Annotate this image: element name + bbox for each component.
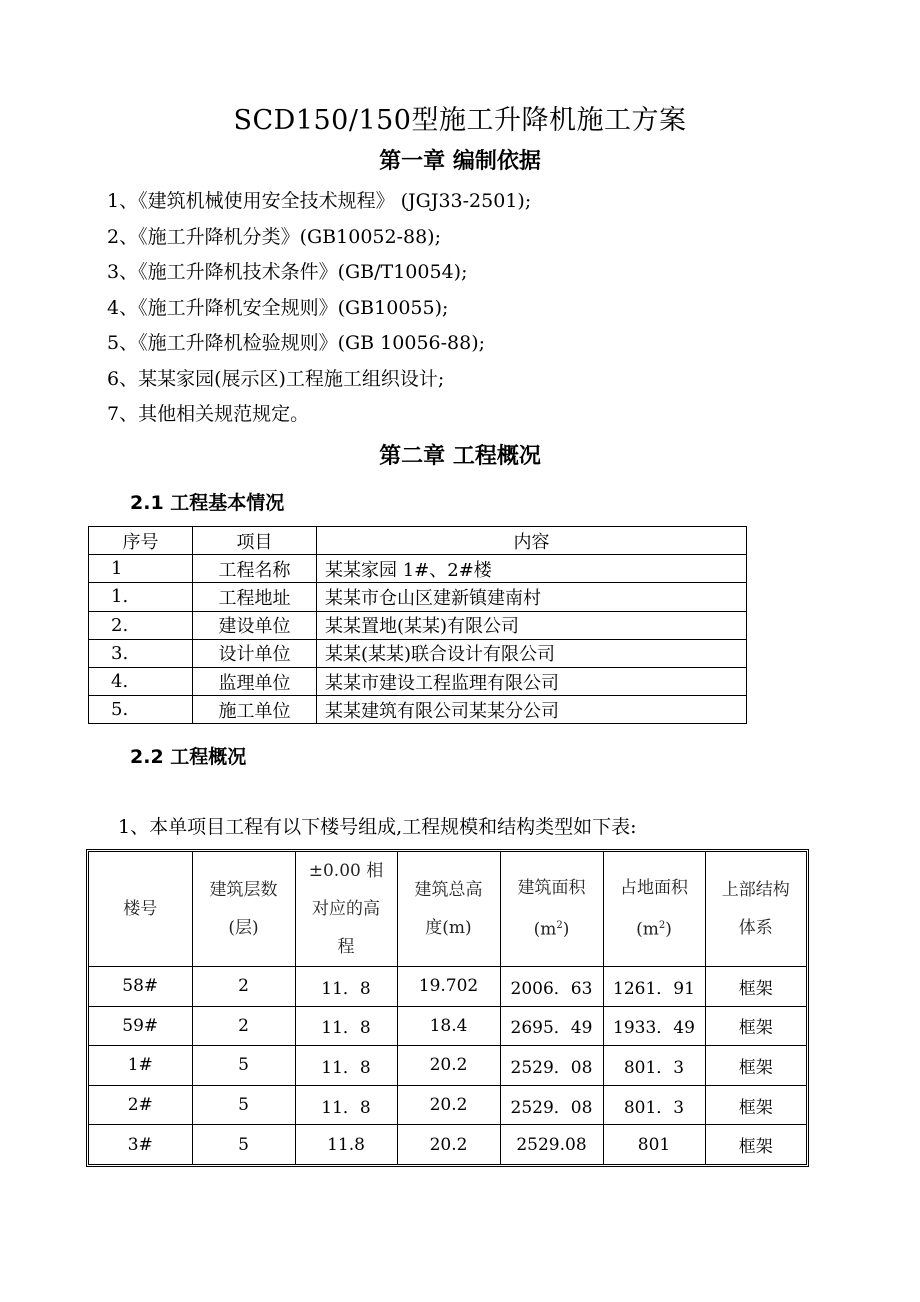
header-elevation: ±0.00 相 对应的高 程	[295, 852, 397, 967]
header-cell-item: 项目	[193, 527, 317, 555]
table-row	[89, 583, 747, 611]
table-row	[89, 1046, 806, 1086]
cell-elevation: 11．8	[295, 1046, 397, 1086]
cell-content: 某某置地(某某)有限公司	[317, 611, 747, 639]
cell-item: 施工单位	[193, 696, 317, 724]
cell-structure: 框架	[705, 1125, 806, 1164]
cell-building-no: 3#	[89, 1125, 192, 1164]
document-title: SCD150/150型施工升降机施工方案	[233, 105, 687, 136]
table-row	[89, 1006, 806, 1046]
cell-content: 某某(某某)联合设计有限公司	[317, 639, 747, 667]
table-header-row	[89, 527, 747, 555]
reference-item: 3、《施工升降机技术条件》(GB/T10054);	[107, 261, 468, 283]
cell-floor-area: 2529．08	[500, 1085, 603, 1125]
chapter-1-heading: 第一章 编制依据	[379, 149, 541, 174]
cell-elevation: 11．8	[295, 967, 397, 1007]
cell-item: 建设单位	[193, 611, 317, 639]
cell-building-no: 59#	[89, 1006, 192, 1046]
project-info-table	[88, 526, 747, 724]
header-building-no: 楼号	[89, 852, 192, 967]
cell-floor-area: 2529．08	[500, 1046, 603, 1086]
reference-item: 6、某某家园(展示区)工程施工组织设计;	[107, 367, 445, 390]
cell-item: 工程名称	[193, 555, 317, 583]
cell-floor-area: 2695．49	[500, 1006, 603, 1046]
cell-index: 1.	[89, 583, 193, 611]
table-row	[89, 967, 806, 1007]
reference-item: 2、《施工升降机分类》(GB10052-88);	[107, 225, 441, 248]
cell-building-no: 2#	[89, 1085, 192, 1125]
table-row	[89, 696, 747, 724]
cell-structure: 框架	[705, 967, 806, 1007]
table-row	[89, 611, 747, 639]
header-land-area: 占地面积 $(m^2)$	[603, 852, 705, 967]
cell-elevation: 11.8	[295, 1125, 397, 1164]
header-cell-content: 内容	[317, 527, 747, 555]
cell-total-height: 20.2	[397, 1125, 500, 1164]
header-total-height: 建筑总高 度(m)	[397, 852, 500, 967]
section-2-1-heading: 2.1 工程基本情况	[130, 492, 285, 514]
cell-index: 5.	[89, 696, 193, 724]
reference-item: 1、《建筑机械使用安全技术规程》 (JGJ33-2501);	[107, 190, 532, 212]
header-cell-index: 序号	[89, 527, 193, 555]
table-header-row	[89, 852, 806, 967]
cell-content: 某某建筑有限公司某某分公司	[317, 696, 747, 724]
header-floors: 建筑层数 (层)	[192, 852, 295, 967]
cell-content: 某某市建设工程监理有限公司	[317, 667, 747, 695]
cell-building-no: 58#	[89, 967, 192, 1007]
cell-land-area: 801	[603, 1125, 705, 1164]
table-row	[89, 667, 747, 695]
cell-land-area: 801．3	[603, 1046, 705, 1086]
cell-building-no: 1#	[89, 1046, 192, 1086]
cell-land-area: 1933．49	[603, 1006, 705, 1046]
cell-floors: 2	[192, 967, 295, 1007]
cell-content: 某某家园 1#、2#楼	[317, 555, 747, 583]
cell-item: 设计单位	[193, 639, 317, 667]
cell-index: 4.	[89, 667, 193, 695]
reference-item: 4、《施工升降机安全规则》(GB10055);	[107, 296, 449, 319]
header-floor-area: 建筑面积 $(m^2)$	[500, 852, 603, 967]
cell-land-area: 1261．91	[603, 967, 705, 1007]
cell-floors: 5	[192, 1046, 295, 1086]
cell-floor-area: 2529.08	[500, 1125, 603, 1164]
cell-index: 3.	[89, 639, 193, 667]
building-table-frame	[86, 849, 809, 1167]
cell-total-height: 20.2	[397, 1046, 500, 1086]
cell-floor-area: 2006．63	[500, 967, 603, 1007]
table-row	[89, 1125, 806, 1164]
cell-floors: 5	[192, 1085, 295, 1125]
cell-floors: 2	[192, 1006, 295, 1046]
cell-structure: 框架	[705, 1085, 806, 1125]
cell-item: 监理单位	[193, 667, 317, 695]
cell-elevation: 11．8	[295, 1006, 397, 1046]
cell-structure: 框架	[705, 1006, 806, 1046]
table-row	[89, 555, 747, 583]
cell-land-area: 801．3	[603, 1085, 705, 1125]
reference-item: 7、其他相关规范规定。	[107, 403, 310, 425]
cell-content: 某某市仓山区建新镇建南村	[317, 583, 747, 611]
cell-index: 1	[89, 555, 193, 583]
section-2-2-heading: 2.2 工程概况	[130, 746, 247, 768]
cell-total-height: 20.2	[397, 1085, 500, 1125]
cell-total-height: 19.702	[397, 967, 500, 1007]
intro-paragraph: 1、本单项目工程有以下楼号组成,工程规模和结构类型如下表:	[118, 816, 637, 838]
cell-elevation: 11．8	[295, 1085, 397, 1125]
cell-total-height: 18.4	[397, 1006, 500, 1046]
cell-index: 2.	[89, 611, 193, 639]
cell-structure: 框架	[705, 1046, 806, 1086]
chapter-2-heading: 第二章 工程概况	[379, 444, 541, 469]
reference-list	[107, 186, 531, 435]
building-scale-table	[89, 852, 806, 1164]
table-row	[89, 1085, 806, 1125]
table-row	[89, 639, 747, 667]
reference-item: 5、《施工升降机检验规则》(GB 10056-88);	[107, 332, 486, 354]
cell-floors: 5	[192, 1125, 295, 1164]
header-structure: 上部结构 体系	[705, 852, 806, 967]
cell-item: 工程地址	[193, 583, 317, 611]
